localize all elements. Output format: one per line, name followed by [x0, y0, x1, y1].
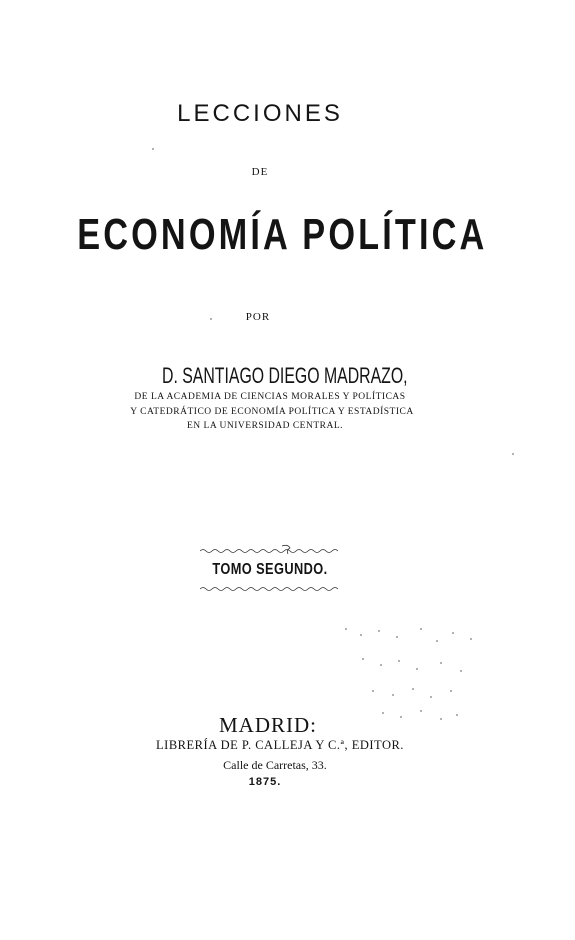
- imprint-publisher: LIBRERÍA DE P. CALLEJA Y C.ª, EDITOR.: [156, 738, 404, 752]
- imprint-year: 1875.: [248, 776, 282, 788]
- volume-top-ornament: [200, 544, 340, 556]
- imprint-address: Calle de Carretas, 33.: [223, 758, 327, 772]
- heading-de: DE: [251, 166, 269, 178]
- author-affiliation-line-3: EN LA UNIVERSIDAD CENTRAL.: [186, 421, 344, 431]
- author-affiliation-line-2: Y CATEDRÁTICO DE ECONOMÍA POLÍTICA Y ESTADÍSTICA: [130, 407, 414, 417]
- heading-lecciones: LECCIONES: [177, 100, 343, 127]
- imprint-place: MADRID:: [218, 713, 317, 737]
- volume-label: TOMO SEGUNDO.: [212, 561, 328, 578]
- volume-bottom-ornament: [200, 585, 340, 593]
- author-name: D. SANTIAGO DIEGO MADRAZO,: [162, 363, 408, 388]
- heading-por: POR: [245, 311, 271, 323]
- main-title: ECONOMÍA POLÍTICA: [77, 210, 488, 259]
- author-affiliation-line-1: DE LA ACADEMIA DE CIENCIAS MORALES Y POLÍTICAS: [134, 392, 406, 402]
